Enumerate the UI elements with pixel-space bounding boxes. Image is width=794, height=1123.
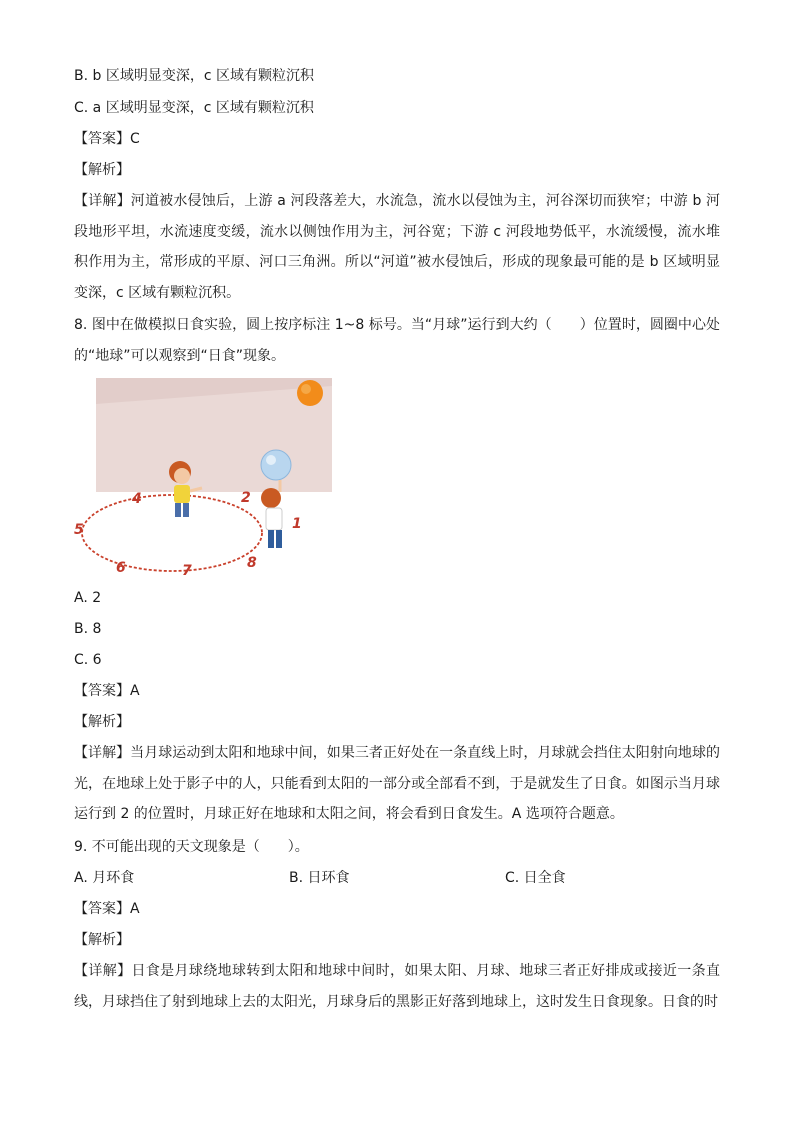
position-label-6: 6 bbox=[116, 560, 126, 576]
q8-question: 8. 图中在做模拟日食实验，圆上按序标注 1~8 标号。当“月球”运行到大约（ ）位置时，圆圈中心处的“地球”可以观察到“日食”现象。 bbox=[74, 317, 720, 364]
q7-option-c: C. a 区域明显变深，c 区域有颗粒沉积 bbox=[74, 100, 314, 116]
position-label-7: 7 bbox=[182, 563, 192, 578]
answer-label: 【答案】 bbox=[74, 131, 130, 147]
answer-label: 【答案】 bbox=[74, 683, 130, 699]
eclipse-figure bbox=[74, 376, 336, 578]
q9-analysis-label: 【解析】 bbox=[74, 932, 130, 948]
position-label-1: 1 bbox=[292, 516, 302, 532]
sun-icon bbox=[297, 380, 323, 406]
q7-detail: 【详解】河道被水侵蚀后，上游 a 河段落差大，水流急，流水以侵蚀为主，河谷深切而狭窄；中游 b 河段地形平坦，水流速度变缓，流水以侧蚀作用为主，河谷宽；下游 c 河段地势低平，水流缓慢，流水堆积作用为主，常形成的平原、河口三角洲。所以“河道”被水侵蚀后，形成的现象最可能的是 b 区域明显变深，c 区域有颗粒沉积。 bbox=[74, 193, 720, 301]
eclipse-experiment-illustration bbox=[74, 376, 336, 578]
q9-question: 9. 不可能出现的天文现象是（ ）。 bbox=[74, 839, 309, 855]
q9-option-a: A. 月环食 bbox=[74, 870, 135, 886]
q9-detail: 【详解】日食是月球绕地球转到太阳和地球中间时，如果太阳、月球、地球三者正好排成或接近一条直线，月球挡住了射到地球上去的太阳光，月球身后的黑影正好落到地球上，这时发生日食现象。日食的时 bbox=[74, 963, 720, 1010]
q7-option-b: B. b 区域明显变深，c 区域有颗粒沉积 bbox=[74, 68, 314, 84]
position-label-8: 8 bbox=[247, 555, 257, 571]
q8-detail: 【详解】当月球运动到太阳和地球中间，如果三者正好处在一条直线上时，月球就会挡住太阳射向地球的光，在地球上处于影子中的人，只能看到太阳的一部分或全部看不到，于是就发生了日食。如图示当月球运行到 2 的位置时，月球正好在地球和太阳之间，将会看到日食发生。A 选项符合题意。 bbox=[74, 745, 720, 822]
q8-option-a: A. 2 bbox=[74, 590, 102, 606]
q8-option-c: C. 6 bbox=[74, 652, 102, 668]
q9-option-c: C. 日全食 bbox=[505, 870, 566, 886]
q8-option-b: B. 8 bbox=[74, 621, 102, 637]
answer-value: A bbox=[130, 683, 140, 699]
position-label-5: 5 bbox=[74, 522, 84, 538]
q8-answer bbox=[74, 682, 140, 700]
answer-value: A bbox=[130, 901, 140, 917]
position-label-2: 2 bbox=[241, 490, 251, 506]
q7-analysis-label: 【解析】 bbox=[74, 162, 130, 178]
q7-answer bbox=[74, 130, 140, 148]
q9-option-b: B. 日环食 bbox=[289, 870, 350, 886]
answer-label: 【答案】 bbox=[74, 901, 130, 917]
position-label-4: 4 bbox=[132, 491, 142, 507]
q9-answer bbox=[74, 900, 140, 918]
q8-analysis-label: 【解析】 bbox=[74, 714, 130, 730]
answer-value: C bbox=[130, 131, 140, 147]
